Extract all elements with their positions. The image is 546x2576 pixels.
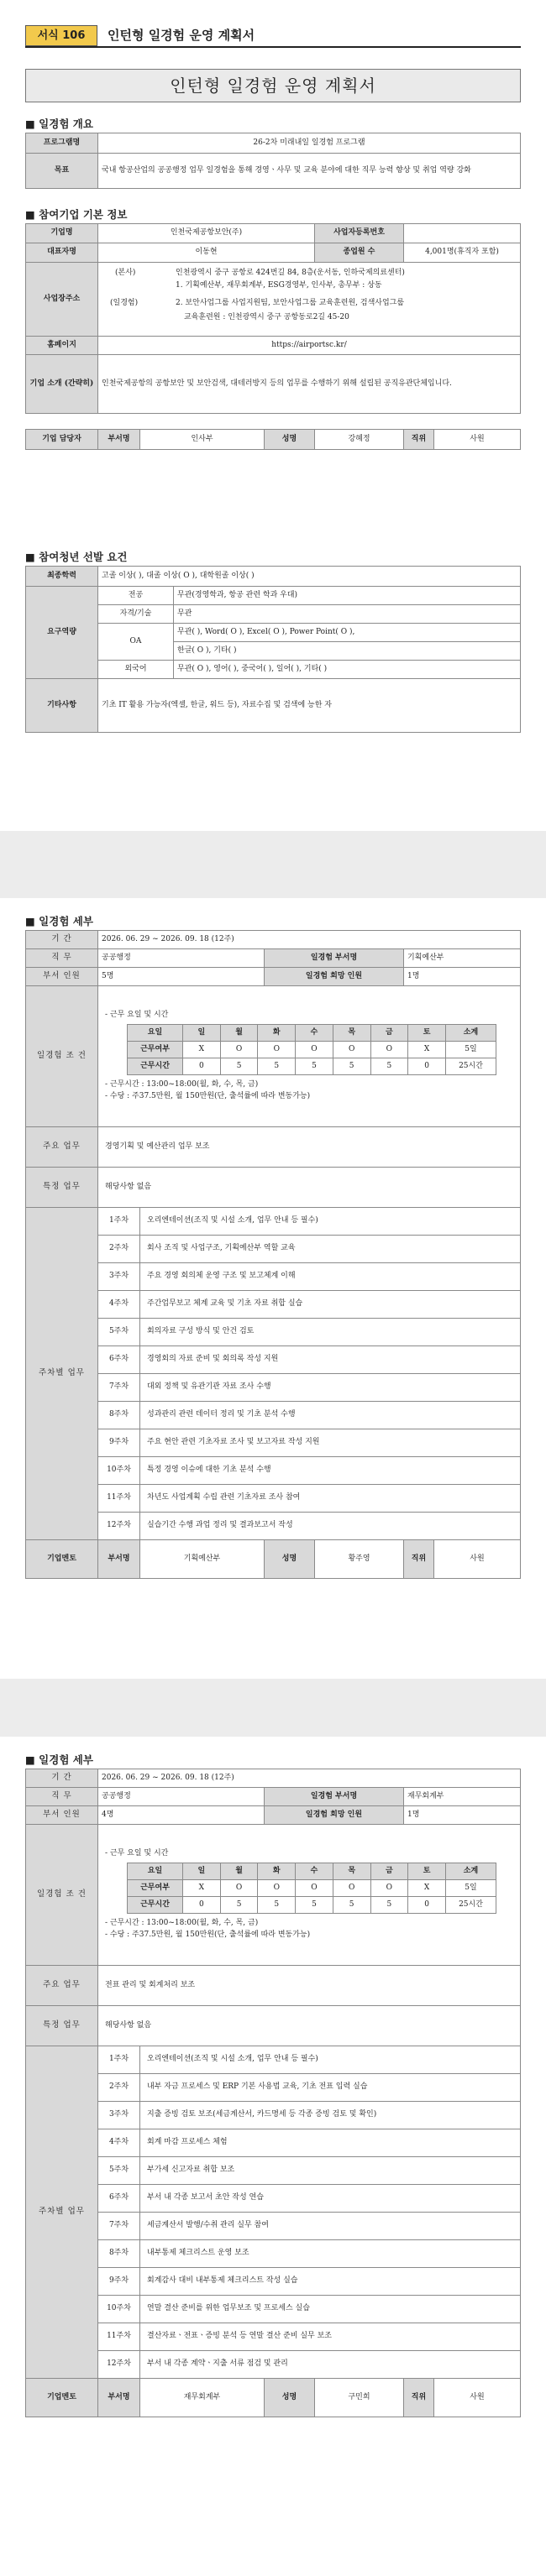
hours-row-label: 근무시간 (128, 1058, 183, 1075)
week-task: 특정 경영 이슈에 대한 기초 분석 수행 (140, 1457, 521, 1485)
work-hours: 5 (220, 1058, 258, 1075)
week-number: 1주차 (98, 2046, 140, 2074)
main-work-value: 전표 관리 및 회계처리 보조 (98, 1966, 521, 2006)
program-name-value: 26-2차 미래내일 일경험 프로그램 (98, 133, 521, 154)
work-flag: 5일 (446, 1880, 496, 1897)
week-task: 경영회의 자료 준비 및 회의록 작성 지원 (140, 1346, 521, 1374)
want-count-value: 1명 (404, 968, 521, 986)
education-label: 최종학력 (26, 567, 98, 587)
manager-name-value: 강혜정 (315, 430, 404, 450)
employee-count-value: 4,001명(휴직자 포함) (404, 243, 521, 263)
week-number: 3주차 (98, 1263, 140, 1291)
work-hours: 0 (183, 1897, 221, 1914)
schedule-table (127, 1024, 496, 1075)
company-table (25, 223, 521, 450)
week-number: 8주차 (98, 1402, 140, 1429)
dept-headcount-value: 4명 (98, 1806, 265, 1825)
period-value: 2026. 06. 29 ~ 2026. 09. 18 (12주) (98, 931, 521, 949)
work-flag: O (220, 1880, 258, 1897)
company-name-label: 기업명 (26, 224, 98, 243)
weekday-header: 목 (333, 1863, 370, 1880)
allowance: - 수당 : 주37.5만원, 월 150만원(단, 출석률에 따라 변동가능) (105, 1091, 311, 1100)
weekday-header: 소계 (446, 1025, 496, 1042)
mentor-dept-value: 기획예산부 (140, 1540, 265, 1579)
weekday-header: 금 (370, 1863, 408, 1880)
week-task: 회계 마감 프로세스 체험 (140, 2129, 521, 2157)
week-number: 5주차 (98, 1319, 140, 1346)
mentor-name-label: 성명 (265, 1540, 315, 1579)
week-task: 부서 내 각종 보고서 초안 작성 연습 (140, 2185, 521, 2213)
manager-position-label: 직위 (404, 430, 434, 450)
conditions-label: 일경험 조 건 (26, 1825, 98, 1966)
etc-value: 기초 IT 활용 가능자(엑셀, 한글, 워드 등), 자료수집 및 검색에 능한 자 (98, 679, 521, 733)
manager-dept-label: 부서명 (98, 430, 140, 450)
work-hours: 25시간 (446, 1897, 496, 1914)
week-task: 결산자료ㆍ전표ㆍ증빙 분석 등 연말 결산 준비 실무 보조 (140, 2323, 521, 2351)
manager-dept-value: 인사부 (140, 430, 265, 450)
etc-label: 기타사항 (26, 679, 98, 733)
address-hq-tag: (본사) (115, 268, 136, 277)
weekday-header: 요일 (128, 1025, 183, 1042)
want-count-value: 1명 (404, 1806, 521, 1825)
want-count-label: 일경험 희망 인원 (265, 1806, 404, 1825)
mentor-position-value: 사원 (434, 2379, 521, 2417)
section-company-heading: ■ 참여기업 기본 정보 (25, 206, 127, 222)
week-number: 10주차 (98, 1457, 140, 1485)
work-flag: X (408, 1042, 446, 1058)
week-task: 부서 내 각종 계약ㆍ지출 서류 점검 및 관리 (140, 2351, 521, 2379)
hours-row-label: 근무시간 (128, 1897, 183, 1914)
week-task: 주요 경영 회의체 운영 구조 및 보고체계 이해 (140, 1263, 521, 1291)
oa-value-2: 한글( O ), 기타( ) (174, 642, 521, 661)
address-exp-tag: (일경험) (110, 298, 139, 307)
work-flag: 5일 (446, 1042, 496, 1058)
bizno-value (404, 224, 521, 243)
weekday-header: 화 (258, 1025, 296, 1042)
allowance: - 수당 : 주37.5만원, 월 150만원(단, 출석률에 따라 변동가능) (105, 1930, 311, 1939)
conditions-label: 일경험 조 건 (26, 986, 98, 1127)
page-gap (0, 831, 546, 898)
section-overview-heading: ■ 일경험 개요 (25, 116, 93, 131)
work-hours: 25시간 (446, 1058, 496, 1075)
week-number: 9주차 (98, 1429, 140, 1457)
ceo-value: 이동현 (98, 243, 315, 263)
work-flag: O (333, 1880, 370, 1897)
period-label: 기 간 (26, 931, 98, 949)
ceo-label: 대표자명 (26, 243, 98, 263)
intro-label: 기업 소개 (간략히) (26, 355, 98, 414)
week-task: 세금계산서 발행/수취 관리 실무 참여 (140, 2213, 521, 2240)
work-time: - 근무시간 : 13:00~18:00(월, 화, 수, 목, 금) (105, 1919, 259, 1928)
work-hours: 0 (408, 1058, 446, 1075)
week-task: 지출 증빙 검토 보조(세금계산서, 카드명세 등 각종 증빙 검토 및 확인) (140, 2102, 521, 2129)
dept-headcount-value: 5명 (98, 968, 265, 986)
week-task: 오리엔테이션(조직 및 시설 소개, 업무 안내 등 필수) (140, 1208, 521, 1236)
week-number: 2주차 (98, 1236, 140, 1263)
mentor-position-label: 직위 (404, 1540, 434, 1579)
oa-value-1: 무관( ), Word( O ), Excel( O ), Power Point( O ), (174, 624, 521, 642)
week-task: 실습기간 수행 과업 정리 및 결과보고서 작성 (140, 1513, 521, 1540)
goal-label: 목표 (26, 154, 98, 189)
work-flag: O (296, 1042, 333, 1058)
week-number: 4주차 (98, 2129, 140, 2157)
mentor-position-value: 사원 (434, 1540, 521, 1579)
weekday-header: 목 (333, 1025, 370, 1042)
manager-label: 기업 담당자 (26, 430, 98, 450)
homepage-link[interactable]: https://airportsc.kr/ (98, 337, 521, 355)
hours-heading: - 근무 요일 및 시간 (105, 1849, 169, 1858)
week-number: 12주차 (98, 1513, 140, 1540)
page-1 (0, 0, 546, 831)
exp-dept-label: 일경험 부서명 (265, 1788, 404, 1806)
oa-label: OA (98, 624, 174, 661)
exp-dept-value: 기획예산부 (404, 949, 521, 968)
weekday-header: 수 (296, 1025, 333, 1042)
mentor-dept-label: 부서명 (98, 2379, 140, 2417)
hours-heading: - 근무 요일 및 시간 (105, 1011, 169, 1020)
week-task: 내부 자금 프로세스 및 ERP 기본 사용법 교육, 기초 전표 입력 실습 (140, 2074, 521, 2102)
mentor-name-value: 황주영 (315, 1540, 404, 1579)
week-task: 대외 정책 및 유관기관 자료 조사 수행 (140, 1374, 521, 1402)
work-hours: 5 (333, 1897, 370, 1914)
mentor-name-value: 구민희 (315, 2379, 404, 2417)
requirements-table (25, 566, 521, 733)
work-hours: 0 (183, 1058, 221, 1075)
address-line-2: 2. 보안사업그룹 사업지원팀, 보안사업그룹 교육훈련원, 검색사업그룹 (176, 298, 405, 307)
week-number: 9주차 (98, 2268, 140, 2296)
week-task: 성과관리 관련 데이터 정리 및 기초 분석 수행 (140, 1402, 521, 1429)
week-number: 8주차 (98, 2240, 140, 2268)
mentor-name-label: 성명 (265, 2379, 315, 2417)
special-work-value: 해당사항 없음 (98, 1168, 521, 1208)
weekday-header: 토 (408, 1863, 446, 1880)
week-task: 부가세 신고자료 취합 보조 (140, 2157, 521, 2185)
goal-value: 국내 항공산업의 공공행정 업무 일경험을 통해 경영ㆍ사무 및 교육 분야에 대한 직무 능력 향상 및 취업 역량 강화 (98, 154, 521, 189)
work-hours: 5 (333, 1058, 370, 1075)
week-number: 4주차 (98, 1291, 140, 1319)
weekly-work-label: 주차별 업무 (26, 1208, 98, 1540)
competency-label: 요구역량 (26, 587, 98, 679)
work-row-label: 근무여부 (128, 1042, 183, 1058)
section-requirements-heading: ■ 참여청년 선발 요건 (25, 549, 127, 564)
employee-count-label: 종업원 수 (315, 243, 404, 263)
main-work-label: 주요 업무 (26, 1127, 98, 1168)
weekday-header: 월 (220, 1863, 258, 1880)
homepage-label: 홈페이지 (26, 337, 98, 355)
page-gap (0, 1679, 546, 1737)
language-label: 외국어 (98, 661, 174, 679)
work-flag: O (258, 1880, 296, 1897)
week-number: 11주차 (98, 1485, 140, 1513)
weekday-header: 금 (370, 1025, 408, 1042)
week-task: 차년도 사업계획 수립 관련 기초자료 조사 참여 (140, 1485, 521, 1513)
weekday-header: 소계 (446, 1863, 496, 1880)
work-time: - 근무시간 : 13:00~18:00(월, 화, 수, 목, 금) (105, 1080, 259, 1089)
dept-headcount-label: 부서 인원 (26, 1806, 98, 1825)
duty-value: 공공행정 (98, 949, 265, 968)
address-hq: 인천광역시 중구 공항로 424번길 84, 8층(운서동, 인하국제의료센터) (176, 268, 405, 277)
certificate-value: 무관 (174, 605, 521, 624)
mentor-dept-value: 재무회계부 (140, 2379, 265, 2417)
language-value: 무관( O ), 영어( ), 중국어( ), 일어( ), 기타( ) (174, 661, 521, 679)
duty-label: 직 무 (26, 1788, 98, 1806)
weekly-work-label: 주차별 업무 (26, 2046, 98, 2379)
week-number: 3주차 (98, 2102, 140, 2129)
weekday-header: 화 (258, 1863, 296, 1880)
work-flag: O (370, 1042, 408, 1058)
week-number: 7주차 (98, 1374, 140, 1402)
address-line-3: 교육훈련원 : 인천광역시 중구 공항동로2길 45-20 (184, 312, 349, 321)
work-flag: X (183, 1880, 221, 1897)
special-work-label: 특정 업무 (26, 1168, 98, 1208)
work-flag: O (296, 1880, 333, 1897)
period-value: 2026. 06. 29 ~ 2026. 09. 18 (12주) (98, 1769, 521, 1788)
work-flag: O (258, 1042, 296, 1058)
week-task: 내부통제 체크리스트 운영 보조 (140, 2240, 521, 2268)
want-count-label: 일경험 희망 인원 (265, 968, 404, 986)
main-work-label: 주요 업무 (26, 1966, 98, 2006)
work-hours: 5 (370, 1058, 408, 1075)
form-header (25, 25, 521, 48)
work-hours: 5 (258, 1897, 296, 1914)
work-hours: 5 (296, 1897, 333, 1914)
work-hours: 5 (370, 1897, 408, 1914)
address-label: 사업장주소 (26, 263, 98, 337)
week-task: 주간업무보고 체계 교육 및 기초 자료 취합 실습 (140, 1291, 521, 1319)
weekday-header: 요일 (128, 1863, 183, 1880)
weekday-header: 수 (296, 1863, 333, 1880)
week-number: 7주차 (98, 2213, 140, 2240)
week-task: 주요 현안 관련 기초자료 조사 및 보고자료 작성 지원 (140, 1429, 521, 1457)
work-flag: O (333, 1042, 370, 1058)
weekday-header: 일 (183, 1025, 221, 1042)
work-flag: X (408, 1880, 446, 1897)
period-label: 기 간 (26, 1769, 98, 1788)
manager-position-value: 사원 (434, 430, 521, 450)
week-task: 연말 결산 준비를 위한 업무보조 및 프로세스 실습 (140, 2296, 521, 2323)
major-label: 전공 (98, 587, 174, 605)
week-number: 12주차 (98, 2351, 140, 2379)
mentor-label: 기업멘토 (26, 2379, 98, 2417)
company-name-value: 인천국제공항보안(주) (98, 224, 315, 243)
week-number: 5주차 (98, 2157, 140, 2185)
week-number: 10주차 (98, 2296, 140, 2323)
work-flag: X (183, 1042, 221, 1058)
work-hours: 0 (408, 1897, 446, 1914)
dept-headcount-label: 부서 인원 (26, 968, 98, 986)
mentor-label: 기업멘토 (26, 1540, 98, 1579)
work-hours: 5 (258, 1058, 296, 1075)
special-work-value: 해당사항 없음 (98, 2006, 521, 2046)
manager-name-label: 성명 (265, 430, 315, 450)
week-task: 회의자료 구성 방식 및 안건 검토 (140, 1319, 521, 1346)
work-flag: O (220, 1042, 258, 1058)
overview-table (25, 133, 521, 189)
work-flag: O (370, 1880, 408, 1897)
week-number: 11주차 (98, 2323, 140, 2351)
form-number-badge: 서식 106 (25, 25, 97, 46)
section-detail-heading: ■ 일경험 세부 (25, 913, 93, 928)
duty-value: 공공행정 (98, 1788, 265, 1806)
week-number: 6주차 (98, 2185, 140, 2213)
detail-page-2 (0, 1737, 546, 2517)
bizno-label: 사업자등록번호 (315, 224, 404, 243)
week-task: 회계감사 대비 내부통제 체크리스트 작성 실습 (140, 2268, 521, 2296)
mentor-position-label: 직위 (404, 2379, 434, 2417)
duty-label: 직 무 (26, 949, 98, 968)
document-title: 인턴형 일경험 운영 계획서 (25, 69, 521, 102)
major-value: 무관(경영학과, 항공 관련 학과 우대) (174, 587, 521, 605)
week-number: 1주차 (98, 1208, 140, 1236)
week-number: 6주차 (98, 1346, 140, 1374)
weekday-header: 일 (183, 1863, 221, 1880)
intro-value: 인천국제공항의 공항보안 및 보안검색, 대테러방지 등의 업무를 수행하기 위해 설립된 공직유관단체입니다. (98, 355, 521, 414)
week-task: 오리엔테이션(조직 및 시설 소개, 업무 안내 등 필수) (140, 2046, 521, 2074)
week-number: 2주차 (98, 2074, 140, 2102)
certificate-label: 자격/기술 (98, 605, 174, 624)
exp-dept-value: 재무회계부 (404, 1788, 521, 1806)
work-hours: 5 (296, 1058, 333, 1075)
address-line-1: 1. 기획예산부, 재무회계부, ESG경영부, 인사부, 총무부 : 상동 (176, 280, 382, 290)
weekday-header: 월 (220, 1025, 258, 1042)
week-task: 회사 조직 및 사업구조, 기획예산부 역할 교육 (140, 1236, 521, 1263)
section-detail-heading: ■ 일경험 세부 (25, 1752, 93, 1767)
mentor-dept-label: 부서명 (98, 1540, 140, 1579)
main-work-value: 경영기획 및 예산관리 업무 보조 (98, 1127, 521, 1168)
detail-page-1 (0, 898, 546, 1679)
work-row-label: 근무여부 (128, 1880, 183, 1897)
schedule-table (127, 1863, 496, 1914)
work-hours: 5 (220, 1897, 258, 1914)
exp-dept-label: 일경험 부서명 (265, 949, 404, 968)
program-name-label: 프로그램명 (26, 133, 98, 154)
education-value: 고졸 이상( ), 대졸 이상( O ), 대학원졸 이상( ) (98, 567, 521, 587)
form-header-title: 인턴형 일경험 운영 계획서 (108, 28, 255, 43)
weekday-header: 토 (408, 1025, 446, 1042)
special-work-label: 특정 업무 (26, 2006, 98, 2046)
